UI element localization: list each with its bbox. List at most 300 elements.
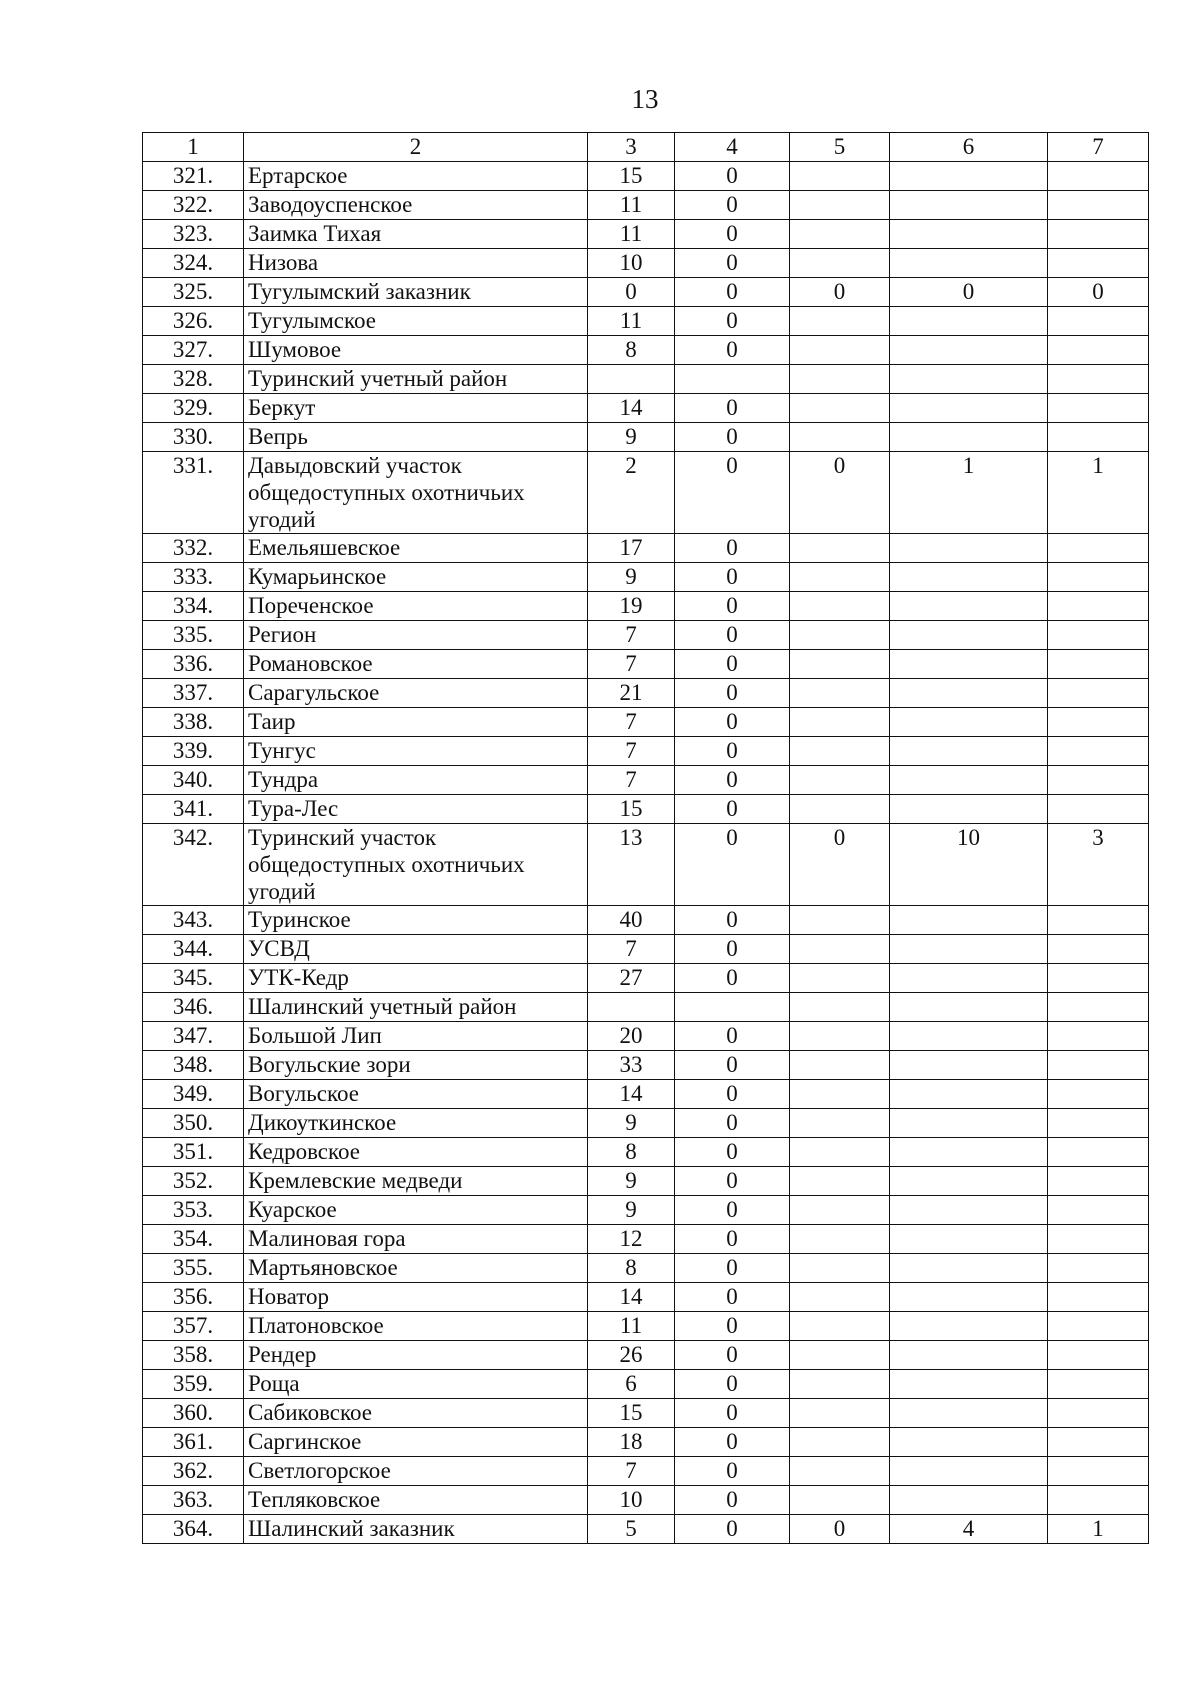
row-number-cell: 322. <box>143 191 244 220</box>
hunting-ground-name-cell: Заводоуспенское <box>244 191 588 220</box>
hunting-ground-name-cell: Тура-Лес <box>244 795 588 824</box>
column-7-cell <box>1048 1254 1149 1283</box>
column-header-2: 2 <box>244 133 588 162</box>
column-3-cell: 11 <box>588 220 675 249</box>
column-3-cell: 14 <box>588 1080 675 1109</box>
hunting-ground-name-cell: Шалинский учетный район <box>244 993 588 1022</box>
hunting-ground-name-cell: Сабиковское <box>244 1399 588 1428</box>
column-6-cell <box>890 1341 1048 1370</box>
column-7-cell <box>1048 1138 1149 1167</box>
row-number-cell: 350. <box>143 1109 244 1138</box>
row-number-cell: 360. <box>143 1399 244 1428</box>
table-row <box>143 1196 1149 1225</box>
column-3-cell: 18 <box>588 1428 675 1457</box>
column-6-cell <box>890 307 1048 336</box>
column-3-cell: 17 <box>588 534 675 563</box>
table-row <box>143 650 1149 679</box>
column-3-cell: 11 <box>588 307 675 336</box>
column-6-cell <box>890 162 1048 191</box>
table-row <box>143 824 1149 906</box>
column-7-cell <box>1048 1225 1149 1254</box>
hunting-ground-name-cell: Вогульские зори <box>244 1051 588 1080</box>
column-5-cell: 0 <box>790 824 890 906</box>
column-6-cell <box>890 1022 1048 1051</box>
column-7-cell <box>1048 1196 1149 1225</box>
column-5-cell <box>790 1283 890 1312</box>
column-5-cell <box>790 1109 890 1138</box>
column-4-cell: 0 <box>675 307 790 336</box>
hunting-ground-name-cell: Куарское <box>244 1196 588 1225</box>
table-row <box>143 1370 1149 1399</box>
hunting-ground-name-cell: Светлогорское <box>244 1457 588 1486</box>
column-5-cell <box>790 906 890 935</box>
column-5-cell <box>790 1486 890 1515</box>
hunting-ground-name-cell: Пореченское <box>244 592 588 621</box>
row-number-cell: 359. <box>143 1370 244 1399</box>
column-7-cell <box>1048 679 1149 708</box>
column-4-cell: 0 <box>675 534 790 563</box>
column-7-cell <box>1048 1428 1149 1457</box>
hunting-ground-name-cell: Новатор <box>244 1283 588 1312</box>
column-4-cell <box>675 365 790 394</box>
column-7-cell <box>1048 563 1149 592</box>
table-row <box>143 993 1149 1022</box>
column-5-cell <box>790 1196 890 1225</box>
hunting-ground-name-cell: Туринский участок общедоступных охотничьих угодий <box>244 824 588 906</box>
column-4-cell: 0 <box>675 1196 790 1225</box>
column-5-cell <box>790 679 890 708</box>
column-3-cell: 7 <box>588 766 675 795</box>
column-5-cell <box>790 191 890 220</box>
column-4-cell: 0 <box>675 935 790 964</box>
column-4-cell: 0 <box>675 336 790 365</box>
table-row <box>143 1167 1149 1196</box>
column-4-cell: 0 <box>675 1486 790 1515</box>
row-number-cell: 362. <box>143 1457 244 1486</box>
column-7-cell <box>1048 1022 1149 1051</box>
column-3-cell: 0 <box>588 278 675 307</box>
table-row <box>143 452 1149 534</box>
row-number-cell: 329. <box>143 394 244 423</box>
column-3-cell: 11 <box>588 191 675 220</box>
table-body <box>143 162 1149 1544</box>
column-4-cell: 0 <box>675 278 790 307</box>
column-4-cell: 0 <box>675 1225 790 1254</box>
row-number-cell: 357. <box>143 1312 244 1341</box>
row-number-cell: 334. <box>143 592 244 621</box>
row-number-cell: 336. <box>143 650 244 679</box>
column-3-cell: 8 <box>588 1138 675 1167</box>
table-row <box>143 621 1149 650</box>
column-5-cell <box>790 307 890 336</box>
hunting-ground-name-cell: Тундра <box>244 766 588 795</box>
column-6-cell <box>890 1283 1048 1312</box>
column-5-cell <box>790 935 890 964</box>
row-number-cell: 337. <box>143 679 244 708</box>
column-6-cell <box>890 1051 1048 1080</box>
row-number-cell: 333. <box>143 563 244 592</box>
hunting-ground-name-cell: Вепрь <box>244 423 588 452</box>
column-5-cell <box>790 737 890 766</box>
row-number-cell: 344. <box>143 935 244 964</box>
table-row <box>143 534 1149 563</box>
column-3-cell <box>588 365 675 394</box>
column-6-cell <box>890 1167 1048 1196</box>
hunting-ground-name-cell: Тунгус <box>244 737 588 766</box>
column-3-cell: 21 <box>588 679 675 708</box>
row-number-cell: 325. <box>143 278 244 307</box>
column-3-cell: 7 <box>588 621 675 650</box>
column-3-cell: 9 <box>588 423 675 452</box>
column-6-cell <box>890 621 1048 650</box>
column-7-cell <box>1048 1457 1149 1486</box>
column-6-cell <box>890 1399 1048 1428</box>
column-5-cell <box>790 708 890 737</box>
column-4-cell: 0 <box>675 1109 790 1138</box>
column-5-cell <box>790 1457 890 1486</box>
column-4-cell: 0 <box>675 1283 790 1312</box>
row-number-cell: 341. <box>143 795 244 824</box>
column-3-cell: 9 <box>588 1196 675 1225</box>
column-4-cell: 0 <box>675 1515 790 1544</box>
hunting-ground-name-cell: Тугулымский заказник <box>244 278 588 307</box>
column-6-cell <box>890 795 1048 824</box>
row-number-cell: 340. <box>143 766 244 795</box>
hunting-ground-name-cell: Кедровское <box>244 1138 588 1167</box>
column-5-cell <box>790 162 890 191</box>
column-3-cell: 40 <box>588 906 675 935</box>
hunting-ground-name-cell: Емельяшевское <box>244 534 588 563</box>
table-row <box>143 1399 1149 1428</box>
column-3-cell: 9 <box>588 1109 675 1138</box>
column-7-cell <box>1048 621 1149 650</box>
hunting-ground-name-cell: Давыдовский участок общедоступных охотничьих угодий <box>244 452 588 534</box>
column-5-cell <box>790 220 890 249</box>
column-3-cell: 12 <box>588 1225 675 1254</box>
column-5-cell <box>790 1341 890 1370</box>
column-3-cell: 2 <box>588 452 675 534</box>
column-5-cell <box>790 365 890 394</box>
column-3-cell: 9 <box>588 1167 675 1196</box>
table-row <box>143 1428 1149 1457</box>
column-5-cell <box>790 336 890 365</box>
table-row <box>143 1515 1149 1544</box>
column-4-cell: 0 <box>675 452 790 534</box>
column-7-cell <box>1048 1051 1149 1080</box>
column-3-cell: 19 <box>588 592 675 621</box>
column-7-cell <box>1048 365 1149 394</box>
column-4-cell <box>675 993 790 1022</box>
row-number-cell: 352. <box>143 1167 244 1196</box>
column-6-cell <box>890 394 1048 423</box>
column-3-cell: 15 <box>588 162 675 191</box>
column-5-cell <box>790 1399 890 1428</box>
column-3-cell: 7 <box>588 737 675 766</box>
table-row <box>143 278 1149 307</box>
column-6-cell <box>890 964 1048 993</box>
column-6-cell: 0 <box>890 278 1048 307</box>
column-5-cell: 0 <box>790 278 890 307</box>
row-number-cell: 361. <box>143 1428 244 1457</box>
column-6-cell <box>890 650 1048 679</box>
hunting-ground-name-cell: Кремлевские медведи <box>244 1167 588 1196</box>
column-3-cell: 9 <box>588 563 675 592</box>
row-number-cell: 338. <box>143 708 244 737</box>
column-header-5: 5 <box>790 133 890 162</box>
column-5-cell: 0 <box>790 1515 890 1544</box>
hunting-ground-name-cell: Платоновское <box>244 1312 588 1341</box>
row-number-cell: 324. <box>143 249 244 278</box>
column-4-cell: 0 <box>675 1138 790 1167</box>
column-4-cell: 0 <box>675 1080 790 1109</box>
column-7-cell <box>1048 795 1149 824</box>
table-row <box>143 1254 1149 1283</box>
column-4-cell: 0 <box>675 679 790 708</box>
column-5-cell <box>790 795 890 824</box>
hunting-ground-name-cell: Регион <box>244 621 588 650</box>
column-4-cell: 0 <box>675 162 790 191</box>
column-6-cell <box>890 708 1048 737</box>
column-4-cell: 0 <box>675 1341 790 1370</box>
data-table <box>142 132 1149 1544</box>
column-7-cell: 0 <box>1048 278 1149 307</box>
hunting-ground-name-cell: Рендер <box>244 1341 588 1370</box>
column-5-cell <box>790 1428 890 1457</box>
row-number-cell: 321. <box>143 162 244 191</box>
row-number-cell: 346. <box>143 993 244 1022</box>
hunting-ground-name-cell: Большой Лип <box>244 1022 588 1051</box>
column-4-cell: 0 <box>675 191 790 220</box>
row-number-cell: 342. <box>143 824 244 906</box>
column-3-cell: 6 <box>588 1370 675 1399</box>
column-3-cell: 7 <box>588 935 675 964</box>
column-7-cell <box>1048 1370 1149 1399</box>
column-6-cell <box>890 1138 1048 1167</box>
table-row <box>143 964 1149 993</box>
column-4-cell: 0 <box>675 1428 790 1457</box>
column-6-cell: 4 <box>890 1515 1048 1544</box>
column-7-cell <box>1048 650 1149 679</box>
row-number-cell: 351. <box>143 1138 244 1167</box>
table-row <box>143 737 1149 766</box>
column-5-cell <box>790 592 890 621</box>
table-row <box>143 1341 1149 1370</box>
hunting-ground-name-cell: Шалинский заказник <box>244 1515 588 1544</box>
table-row <box>143 191 1149 220</box>
hunting-ground-name-cell: Таир <box>244 708 588 737</box>
column-6-cell <box>890 1080 1048 1109</box>
column-7-cell <box>1048 592 1149 621</box>
hunting-ground-name-cell: Туринский учетный район <box>244 365 588 394</box>
row-number-cell: 330. <box>143 423 244 452</box>
table-row <box>143 1080 1149 1109</box>
hunting-ground-name-cell: Заимка Тихая <box>244 220 588 249</box>
column-5-cell <box>790 650 890 679</box>
column-4-cell: 0 <box>675 1370 790 1399</box>
column-header-1: 1 <box>143 133 244 162</box>
column-4-cell: 0 <box>675 1254 790 1283</box>
column-5-cell <box>790 1022 890 1051</box>
column-6-cell <box>890 1457 1048 1486</box>
column-4-cell: 0 <box>675 1312 790 1341</box>
column-4-cell: 0 <box>675 1167 790 1196</box>
column-3-cell: 14 <box>588 1283 675 1312</box>
column-5-cell <box>790 1225 890 1254</box>
table-row <box>143 220 1149 249</box>
column-7-cell <box>1048 1341 1149 1370</box>
column-3-cell: 5 <box>588 1515 675 1544</box>
column-7-cell <box>1048 766 1149 795</box>
column-6-cell <box>890 592 1048 621</box>
column-7-cell <box>1048 708 1149 737</box>
table-row <box>143 1051 1149 1080</box>
column-7-cell <box>1048 1167 1149 1196</box>
column-7-cell <box>1048 1312 1149 1341</box>
column-7-cell <box>1048 1486 1149 1515</box>
column-6-cell: 10 <box>890 824 1048 906</box>
column-7-cell <box>1048 1109 1149 1138</box>
column-7-cell <box>1048 1399 1149 1428</box>
hunting-ground-name-cell: Дикоуткинское <box>244 1109 588 1138</box>
column-6-cell <box>890 1370 1048 1399</box>
column-3-cell: 7 <box>588 1457 675 1486</box>
column-5-cell <box>790 563 890 592</box>
hunting-ground-name-cell: Шумовое <box>244 336 588 365</box>
column-6-cell <box>890 906 1048 935</box>
column-5-cell <box>790 1138 890 1167</box>
table-row <box>143 592 1149 621</box>
row-number-cell: 356. <box>143 1283 244 1312</box>
column-7-cell <box>1048 935 1149 964</box>
column-6-cell <box>890 534 1048 563</box>
column-5-cell <box>790 423 890 452</box>
column-header-7: 7 <box>1048 133 1149 162</box>
column-7-cell <box>1048 964 1149 993</box>
row-number-cell: 326. <box>143 307 244 336</box>
column-4-cell: 0 <box>675 249 790 278</box>
column-7-cell <box>1048 162 1149 191</box>
column-7-cell <box>1048 737 1149 766</box>
hunting-ground-name-cell: Беркут <box>244 394 588 423</box>
column-5-cell <box>790 1167 890 1196</box>
column-5-cell <box>790 964 890 993</box>
table-row <box>143 1138 1149 1167</box>
column-3-cell: 7 <box>588 650 675 679</box>
column-7-cell <box>1048 1283 1149 1312</box>
table-row <box>143 249 1149 278</box>
row-number-cell: 353. <box>143 1196 244 1225</box>
row-number-cell: 363. <box>143 1486 244 1515</box>
table-row <box>143 708 1149 737</box>
hunting-ground-name-cell: Сарагульское <box>244 679 588 708</box>
column-5-cell <box>790 766 890 795</box>
column-4-cell: 0 <box>675 650 790 679</box>
hunting-ground-name-cell: Романовское <box>244 650 588 679</box>
column-6-cell <box>890 1225 1048 1254</box>
column-3-cell: 10 <box>588 249 675 278</box>
table-row <box>143 563 1149 592</box>
table-row <box>143 423 1149 452</box>
column-3-cell: 14 <box>588 394 675 423</box>
column-5-cell <box>790 1312 890 1341</box>
row-number-cell: 331. <box>143 452 244 534</box>
column-4-cell: 0 <box>675 1457 790 1486</box>
column-7-cell <box>1048 534 1149 563</box>
table-row <box>143 1283 1149 1312</box>
column-3-cell: 7 <box>588 708 675 737</box>
column-7-cell <box>1048 191 1149 220</box>
column-6-cell <box>890 766 1048 795</box>
column-5-cell <box>790 394 890 423</box>
table-row <box>143 1109 1149 1138</box>
column-7-cell <box>1048 394 1149 423</box>
column-7-cell <box>1048 423 1149 452</box>
table-row <box>143 935 1149 964</box>
column-header-6: 6 <box>890 133 1048 162</box>
column-4-cell: 0 <box>675 964 790 993</box>
hunting-ground-name-cell: УСВД <box>244 935 588 964</box>
table-row <box>143 679 1149 708</box>
column-header-4: 4 <box>675 133 790 162</box>
hunting-ground-name-cell: Роща <box>244 1370 588 1399</box>
row-number-cell: 355. <box>143 1254 244 1283</box>
column-7-cell: 3 <box>1048 824 1149 906</box>
column-6-cell <box>890 935 1048 964</box>
column-4-cell: 0 <box>675 737 790 766</box>
column-5-cell <box>790 1080 890 1109</box>
column-6-cell <box>890 1254 1048 1283</box>
table-row <box>143 795 1149 824</box>
row-number-cell: 358. <box>143 1341 244 1370</box>
table-header-row <box>143 133 1149 162</box>
column-6-cell <box>890 249 1048 278</box>
column-4-cell: 0 <box>675 1399 790 1428</box>
column-4-cell: 0 <box>675 563 790 592</box>
column-5-cell <box>790 249 890 278</box>
hunting-ground-name-cell: Мартьяновское <box>244 1254 588 1283</box>
column-3-cell: 8 <box>588 336 675 365</box>
column-5-cell <box>790 1051 890 1080</box>
column-5-cell <box>790 534 890 563</box>
hunting-ground-name-cell: Тепляковское <box>244 1486 588 1515</box>
table-row <box>143 766 1149 795</box>
hunting-ground-name-cell: Низова <box>244 249 588 278</box>
row-number-cell: 348. <box>143 1051 244 1080</box>
table-row <box>143 307 1149 336</box>
column-6-cell <box>890 1109 1048 1138</box>
column-7-cell <box>1048 220 1149 249</box>
column-6-cell <box>890 423 1048 452</box>
column-7-cell: 1 <box>1048 452 1149 534</box>
column-5-cell <box>790 1254 890 1283</box>
column-7-cell <box>1048 906 1149 935</box>
row-number-cell: 347. <box>143 1022 244 1051</box>
column-header-3: 3 <box>588 133 675 162</box>
hunting-ground-name-cell: Вогульское <box>244 1080 588 1109</box>
column-3-cell: 13 <box>588 824 675 906</box>
column-4-cell: 0 <box>675 824 790 906</box>
column-6-cell <box>890 737 1048 766</box>
column-7-cell <box>1048 307 1149 336</box>
column-4-cell: 0 <box>675 592 790 621</box>
column-4-cell: 0 <box>675 621 790 650</box>
column-4-cell: 0 <box>675 423 790 452</box>
column-3-cell: 33 <box>588 1051 675 1080</box>
column-3-cell: 20 <box>588 1022 675 1051</box>
table-row <box>143 1486 1149 1515</box>
row-number-cell: 323. <box>143 220 244 249</box>
row-number-cell: 339. <box>143 737 244 766</box>
